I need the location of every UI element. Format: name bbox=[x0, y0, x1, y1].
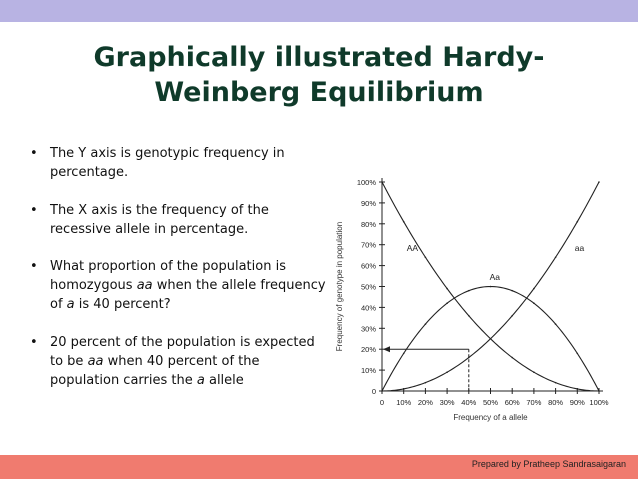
x-tick-label: 10% bbox=[396, 398, 412, 407]
y-tick-label: 0 bbox=[371, 387, 376, 396]
bullet-list bbox=[30, 144, 330, 409]
x-tick-label: 60% bbox=[504, 398, 520, 407]
annotation-arrowhead bbox=[383, 346, 390, 352]
bullet-text-part: when the allele frequency of bbox=[50, 278, 326, 312]
bullet-text: The Y axis is genotypic frequency in percentage. bbox=[50, 146, 285, 180]
bullet-glyph: • bbox=[30, 203, 38, 218]
bullet-item bbox=[30, 333, 330, 390]
title-line-1: Graphically illustrated Hardy- bbox=[93, 42, 545, 73]
top-accent-bar bbox=[0, 0, 638, 22]
title-line-2: Weinberg Equilibrium bbox=[154, 77, 484, 108]
bullet-text: The X axis is the frequency of the recessive allele in percentage. bbox=[50, 203, 269, 237]
data-point-aa bbox=[511, 315, 513, 317]
bullet-text-part: allele bbox=[204, 373, 244, 388]
bullet-text-italic: a bbox=[66, 297, 75, 312]
bullet-item bbox=[30, 201, 330, 239]
bullet-glyph: • bbox=[30, 146, 38, 161]
x-tick-label: 40% bbox=[461, 398, 477, 407]
x-tick-label: 20% bbox=[417, 398, 433, 407]
bullet-text-part: when 40 percent of the population carries the bbox=[50, 354, 260, 388]
annotation-guides bbox=[383, 346, 469, 391]
bullet-text-part: 20 percent of the population is expected to be bbox=[50, 335, 315, 369]
x-tick-label: 0 bbox=[379, 398, 385, 407]
data-point-Aa bbox=[403, 353, 405, 355]
series-lines bbox=[381, 181, 600, 392]
data-point-Aa bbox=[446, 302, 448, 304]
bullet-item bbox=[30, 144, 330, 182]
x-tick-label: 100% bbox=[589, 398, 609, 407]
x-tick-label: 90% bbox=[569, 398, 585, 407]
y-axis-ticks bbox=[357, 178, 385, 396]
data-point-aa bbox=[555, 256, 557, 258]
y-tick-label: 40% bbox=[360, 303, 376, 313]
x-tick-label: 80% bbox=[548, 398, 564, 407]
data-point-aa bbox=[446, 371, 448, 373]
data-point-aa bbox=[490, 338, 492, 340]
x-axis-title: Frequency of a allele bbox=[453, 413, 528, 422]
data-point-AA bbox=[403, 221, 405, 223]
bullet-text-part: is 40 percent? bbox=[74, 297, 171, 312]
y-tick-label: 50% bbox=[360, 282, 376, 292]
bullet-text-italic: aa bbox=[87, 354, 104, 369]
data-point-AA bbox=[577, 388, 579, 390]
data-point-AA bbox=[555, 382, 557, 384]
data-point-AA bbox=[381, 181, 383, 183]
chart-svg bbox=[330, 166, 630, 430]
data-point-aa bbox=[533, 288, 535, 290]
data-point-AA bbox=[425, 256, 427, 258]
data-point-Aa bbox=[555, 323, 557, 325]
series-label-AA: AA bbox=[406, 242, 419, 253]
data-point-aa bbox=[403, 388, 405, 390]
bullet-item bbox=[30, 257, 330, 314]
y-tick-label: 60% bbox=[360, 261, 376, 271]
data-point-Aa bbox=[533, 302, 535, 304]
data-point-AA bbox=[533, 371, 535, 373]
slide-title bbox=[30, 40, 608, 110]
data-point-aa bbox=[598, 181, 600, 183]
data-point-AA bbox=[446, 288, 448, 290]
x-tick-label: 30% bbox=[439, 398, 455, 407]
data-point-aa bbox=[425, 382, 427, 384]
data-point-Aa bbox=[577, 353, 579, 355]
y-tick-label: 30% bbox=[360, 324, 376, 334]
y-tick-label: 20% bbox=[360, 345, 376, 355]
x-tick-label: 70% bbox=[526, 398, 542, 407]
data-point-Aa bbox=[468, 290, 470, 292]
series-label-Aa: Aa bbox=[489, 272, 501, 283]
y-tick-label: 70% bbox=[360, 240, 376, 250]
y-tick-label: 10% bbox=[360, 366, 376, 376]
data-point-aa bbox=[381, 390, 383, 392]
bullet-glyph: • bbox=[30, 259, 38, 274]
bullet-text-italic: a bbox=[196, 373, 205, 388]
data-point-Aa bbox=[425, 323, 427, 325]
data-point-Aa bbox=[511, 290, 513, 292]
footer-credit: Prepared by Pratheep Sandrasaigaran bbox=[471, 459, 626, 469]
bullet-text bbox=[50, 335, 315, 388]
bullet-text bbox=[50, 259, 326, 312]
bullet-text-part: What proportion of the population is homozygous bbox=[50, 259, 286, 293]
data-point-aa bbox=[577, 221, 579, 223]
x-tick-label: 50% bbox=[482, 398, 499, 407]
data-point-AA bbox=[468, 315, 470, 317]
y-tick-label: 80% bbox=[360, 219, 376, 229]
series-label-aa: aa bbox=[574, 242, 585, 253]
series-labels bbox=[407, 243, 585, 282]
bottom-accent-bar bbox=[0, 455, 638, 479]
data-point-Aa bbox=[598, 390, 600, 392]
y-tick-label: 90% bbox=[360, 198, 376, 208]
bullet-text-italic: aa bbox=[136, 278, 153, 293]
hardy-weinberg-chart bbox=[330, 166, 630, 430]
data-point-AA bbox=[511, 357, 513, 359]
data-point-Aa bbox=[490, 286, 492, 288]
y-tick-label: 100% bbox=[356, 178, 376, 187]
y-axis-title: Frequency of genotype in population bbox=[335, 221, 344, 352]
bullet-glyph: • bbox=[30, 335, 38, 350]
